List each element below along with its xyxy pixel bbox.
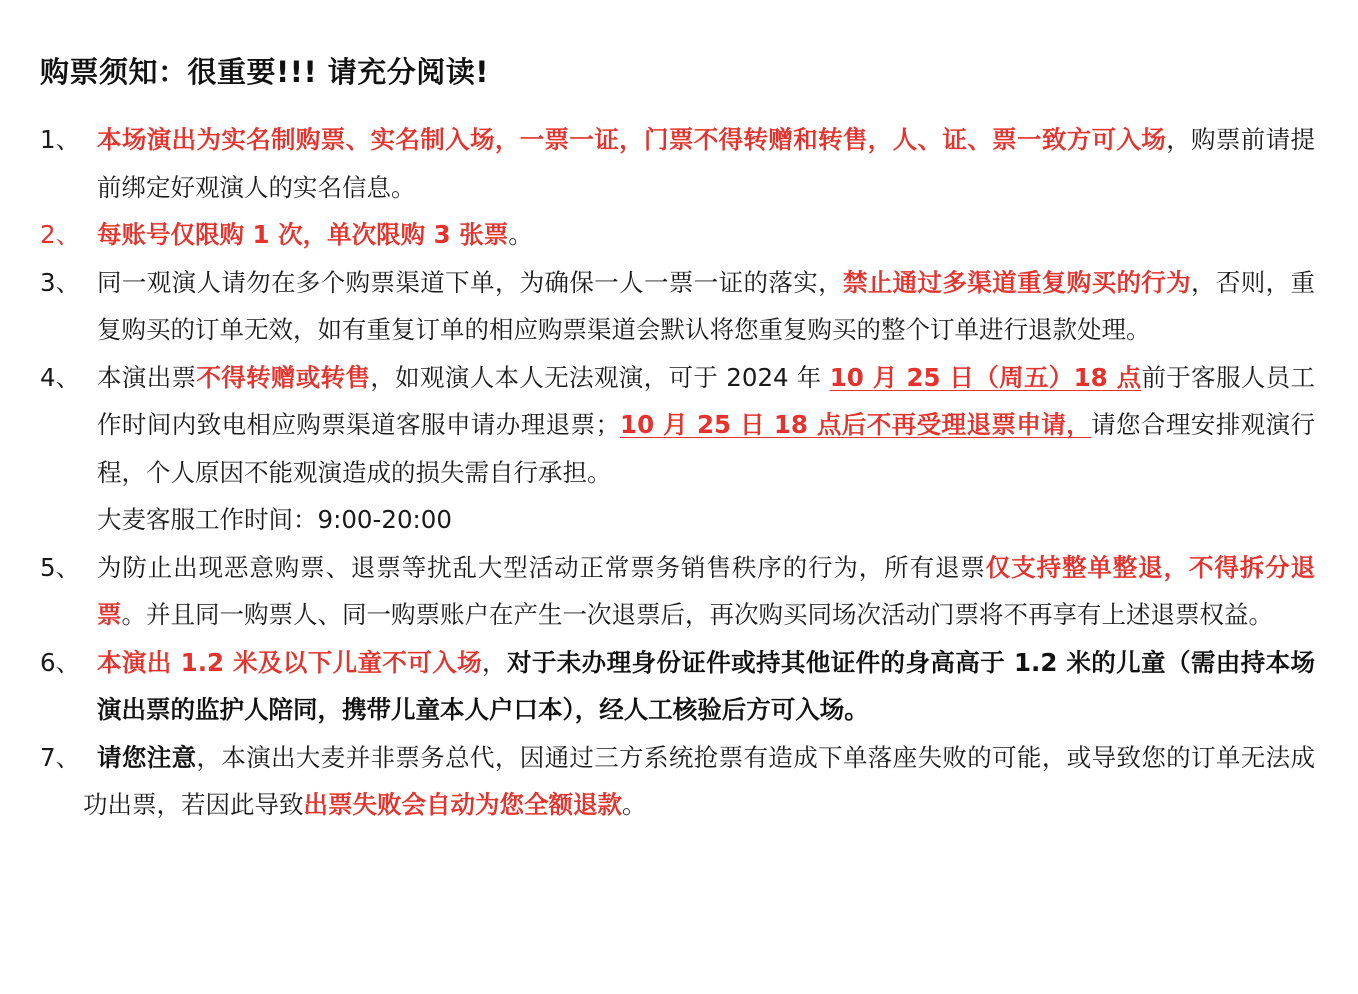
- notice-text: ，购票前请提前绑定好观演人的实名信息。: [97, 125, 1316, 202]
- refund-deadline: 10 月 25 日（周五）18 点: [829, 362, 1142, 392]
- item-number: 7、: [40, 742, 81, 772]
- children-id-requirement: 对于未办理身份证件或持其他证件的身高高于 1.2 米的儿童（需由持本场演出票的监护人陪同，携带儿童本人户口本），经人工核验后方可入场。: [97, 647, 1315, 724]
- notice-text: 为防止出现恶意购票、退票等扰乱大型活动正常票务销售秩序的行为，所有退票: [97, 552, 986, 582]
- notice-text: 本演出票: [97, 362, 197, 392]
- auto-refund-note: 出票失败会自动为您全额退款: [303, 790, 622, 819]
- no-transfer-warning: 不得转赠或转售: [196, 362, 371, 392]
- service-hours: 大麦客服工作时间：9:00-20:00: [97, 505, 452, 534]
- item-number: 4、: [40, 362, 81, 392]
- notice-text: ，否则，重复购买的订单无效，如有重复订单的相应购票渠道会默认将您重复购买的整个订单进行退款处理。: [97, 267, 1316, 344]
- item-number: 6、: [40, 647, 81, 677]
- notice-text: ，本演出大麦并非票务总代，因通过三方系统抢票有造成下单落座失败的可能，或导致您的订单无法成功出票，若因此导致: [83, 742, 1316, 819]
- children-entry-rule: 本演出 1.2 米及以下儿童不可入场: [97, 647, 483, 677]
- notice-text: 。: [508, 220, 533, 249]
- real-name-rule: 本场演出为实名制购票、实名制入场，一票一证，门票不得转赠和转售，人、证、票一致方可入场: [97, 125, 1167, 154]
- item-number: 3、: [40, 267, 81, 297]
- item-number: 1、: [40, 125, 81, 154]
- purchase-limit-rule: 每账号仅限购 1 次，单次限购 3 张票: [97, 220, 509, 249]
- notice-item-5: [40, 544, 1315, 639]
- notice-item-1: [40, 116, 1315, 211]
- notice-text: 同一观演人请勿在多个购票渠道下单，为确保一人一票一证的落实，: [97, 267, 843, 297]
- notice-item-6: [40, 639, 1315, 734]
- item-number: 2、: [40, 220, 81, 249]
- notice-text: 前于客服人员工作时间内致电相应购票渠道客服申请办理退票；: [97, 362, 1316, 439]
- notice-item-2: [40, 211, 1315, 259]
- whole-order-refund-rule: 仅支持整单整退，不得拆分退票: [97, 552, 1316, 629]
- attention-label: 请您注意: [97, 742, 197, 772]
- notice-text: ，: [482, 647, 507, 677]
- notice-item-3: [40, 259, 1315, 354]
- notice-text: 。: [622, 790, 647, 819]
- notice-text: 。并且同一购票人、同一购票账户在产生一次退票后，再次购买同场次活动门票将不再享有上述退票权益。: [121, 600, 1273, 629]
- page-title: 购票须知：很重要!!! 请充分阅读!: [40, 55, 489, 89]
- duplicate-purchase-warning: 禁止通过多渠道重复购买的行为: [842, 267, 1192, 297]
- notice-item-4: [40, 354, 1315, 544]
- notice-text: ，如观演人本人无法观演，可于 2024 年: [370, 362, 830, 392]
- notice-item-7: [40, 734, 1315, 829]
- notice-text: 请您合理安排观演行程，个人原因不能观演造成的损失需自行承担。: [97, 410, 1316, 487]
- notice-list: [40, 116, 1315, 829]
- refund-cutoff-warning: 10 月 25 日 18 点后不再受理退票申请，: [620, 410, 1092, 439]
- item-number: 5、: [40, 552, 81, 582]
